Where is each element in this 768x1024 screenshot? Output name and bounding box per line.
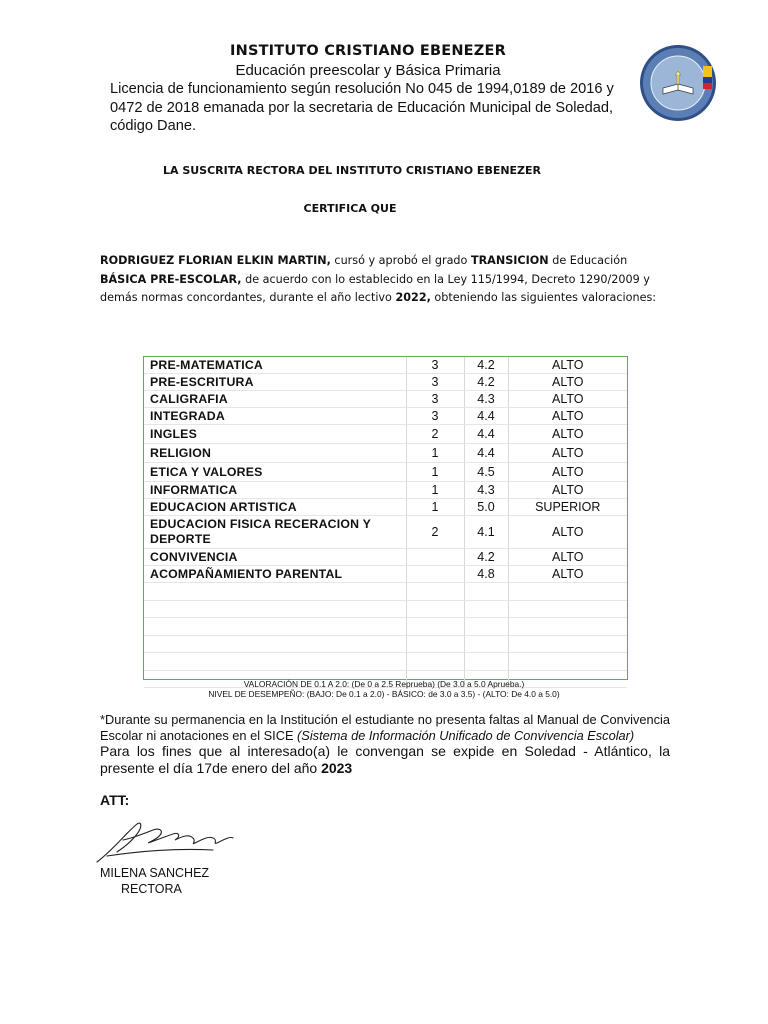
empty-cell [406,618,464,636]
table-row [144,549,627,566]
empty-cell [144,653,406,671]
certificate-text: de Educación [548,254,628,267]
hours-cell: 1 [406,444,464,463]
subject-cell: EDUCACION ARTISTICA [144,499,406,516]
hours-cell: 3 [406,408,464,425]
level-cell: ALTO [508,357,627,374]
hours-cell: 3 [406,391,464,408]
subject-cell: ETICA Y VALORES [144,463,406,482]
empty-cell [508,635,627,653]
hours-cell: 2 [406,425,464,444]
att-label: ATT: [100,792,130,808]
handwritten-signature [93,812,243,872]
level-cell: ALTO [508,374,627,391]
institution-seal-logo [639,44,717,122]
score-cell: 5.0 [464,499,508,516]
empty-table-row [144,635,627,653]
subject-cell: INFORMATICA [144,482,406,499]
certificate-intro: LA SUSCRITA RECTORA DEL INSTITUTO CRISTIANO EBENEZER [162,164,542,177]
table-row [144,408,627,425]
empty-cell [508,618,627,636]
education-level: BÁSICA PRE-ESCOLAR, [100,272,242,286]
signer-name: MILENA SANCHEZ [100,866,210,880]
subject-cell: RELIGION [144,444,406,463]
empty-cell [464,583,508,601]
score-cell: 4.4 [464,444,508,463]
empty-cell [144,600,406,618]
level-cell: ALTO [508,444,627,463]
table-row [144,499,627,516]
empty-cell [406,600,464,618]
institution-title: INSTITUTO CRISTIANO EBENEZER [230,43,506,59]
empty-cell [508,653,627,671]
score-cell: 4.3 [464,482,508,499]
certificate-text: cursó y aprobó el grado [330,254,471,267]
conduct-note [100,712,670,743]
closing-text: Para los fines que al interesado(a) le convengan se expide en Soledad - Atlántico, la presente el día 17de enero del año [100,743,670,776]
score-cell: 4.2 [464,357,508,374]
level-cell: ALTO [508,463,627,482]
school-year: 2022, [395,291,431,304]
empty-cell [464,618,508,636]
empty-table-row [144,653,627,671]
closing-year: 2023 [321,760,353,776]
level-cell: ALTO [508,408,627,425]
table-row [144,444,627,463]
hours-cell [406,549,464,566]
empty-cell [144,635,406,653]
level-cell: ALTO [508,566,627,583]
table-row [144,374,627,391]
empty-cell [508,600,627,618]
score-cell: 4.4 [464,408,508,425]
score-cell: 4.8 [464,566,508,583]
empty-cell [144,618,406,636]
certificate-text: de acuerdo con lo establecido en la Ley 115/1994, Decreto 1290/2009 y demás normas concordantes, durante el año lectivo [100,272,650,304]
grade-name: TRANSICION [470,254,549,267]
empty-cell [144,583,406,601]
hours-cell: 3 [406,374,464,391]
empty-table-row [144,600,627,618]
empty-table-row [144,583,627,601]
score-cell: 4.1 [464,516,508,549]
table-row [144,357,627,374]
level-cell: ALTO [508,516,627,549]
conduct-note-italic: (Sistema de Información Unificado de Convivencia Escolar) [297,727,635,743]
table-row [144,425,627,444]
level-cell: ALTO [508,482,627,499]
signer-role: RECTORA [121,882,182,896]
table-row [144,482,627,499]
student-name: RODRIGUEZ FLORIAN ELKIN MARTIN, [100,254,331,267]
table-row [144,463,627,482]
certificate-text: obteniendo las siguientes valoraciones: [430,291,657,304]
subject-cell: PRE-MATEMATICA [144,357,406,374]
level-cell: ALTO [508,425,627,444]
grading-scale-legend: VALORACIÓN DE 0.1 A 2.0: (De 0 a 2.5 Reprueba) (De 3.0 a 5.0 Aprueba.) [243,679,525,689]
table-row [144,391,627,408]
score-cell: 4.4 [464,425,508,444]
closing-statement [100,743,670,777]
empty-cell [464,600,508,618]
hours-cell: 1 [406,482,464,499]
license-text: Licencia de funcionamiento según resolución No 045 de 1994,0189 de 2016 y 0472 de 2018 emanada por la secretaria de Educación Municipal de Soledad, código Dane. [110,81,614,134]
table-row [144,566,627,583]
certificate-body [100,252,660,308]
performance-level-legend: NIVEL DE DESEMPEÑO: (BAJO: De 0.1 a 2.0) - BÁSICO: de 3.0 a 3.5) - (ALTO: De 4.0 a 5.0) [208,689,560,699]
empty-cell [406,653,464,671]
empty-cell [464,653,508,671]
grades-table [143,356,628,680]
score-cell: 4.3 [464,391,508,408]
subject-cell: CALIGRAFIA [144,391,406,408]
level-cell: SUPERIOR [508,499,627,516]
hours-cell: 2 [406,516,464,549]
empty-cell [508,583,627,601]
level-cell: ALTO [508,391,627,408]
subject-cell: CONVIVENCIA [144,549,406,566]
empty-cell [406,635,464,653]
conduct-note-text: *Durante su permanencia en la Institución el estudiante no presenta faltas al Manual de Convivencia Escolar ni anotaciones en el SICE [100,712,670,743]
hours-cell [406,566,464,583]
level-cell: ALTO [508,549,627,566]
certificate-heading: CERTIFICA QUE [303,202,397,215]
subject-cell: ACOMPAÑAMIENTO PARENTAL [144,566,406,583]
empty-table-row [144,618,627,636]
hours-cell: 3 [406,357,464,374]
score-cell: 4.2 [464,549,508,566]
subject-cell: PRE-ESCRITURA [144,374,406,391]
institution-subtitle: Educación preescolar y Básica Primaria [235,62,501,79]
table-row [144,516,627,549]
score-cell: 4.2 [464,374,508,391]
empty-cell [464,635,508,653]
hours-cell: 1 [406,499,464,516]
subject-cell: INGLES [144,425,406,444]
subject-cell: EDUCACION FISICA RECERACION Y DEPORTE [144,516,406,549]
hours-cell: 1 [406,463,464,482]
subject-cell: INTEGRADA [144,408,406,425]
score-cell: 4.5 [464,463,508,482]
empty-cell [406,583,464,601]
